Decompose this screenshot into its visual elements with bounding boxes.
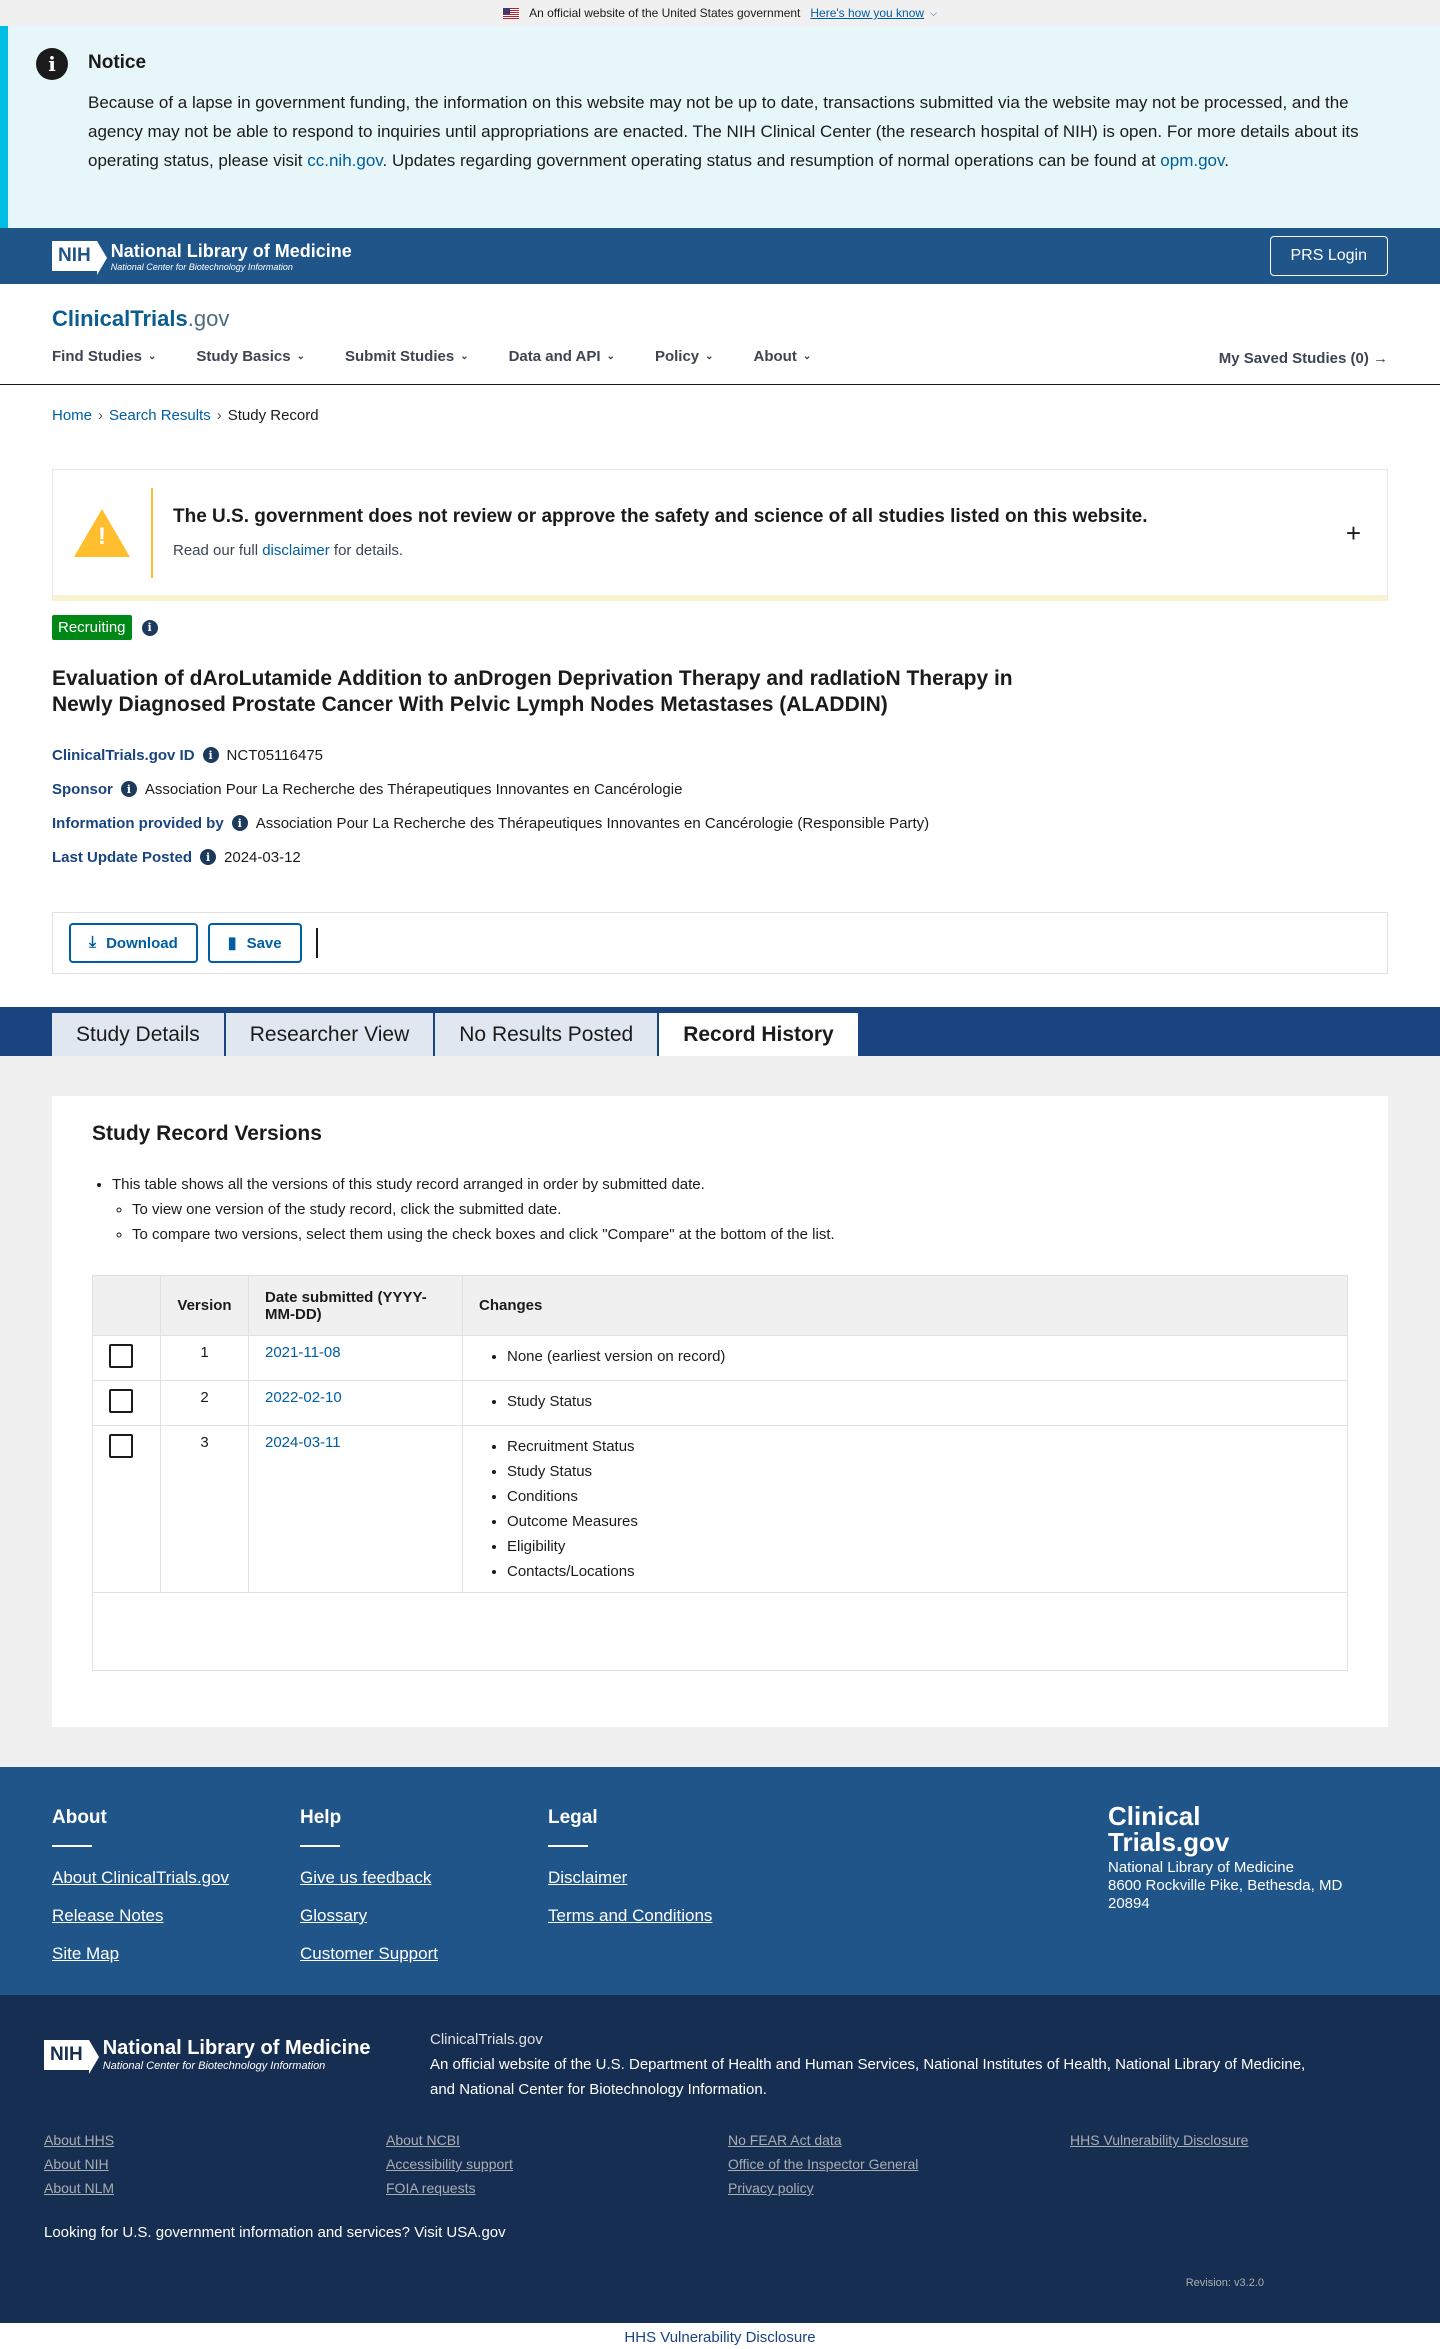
footer-link[interactable]: Disclaimer (548, 1868, 628, 1887)
hhs-vulnerability-bar (0, 2323, 1440, 2349)
footer-link[interactable]: HHS Vulnerability Disclosure (1070, 2132, 1249, 2148)
study-tabs (0, 1007, 1440, 1056)
version-date-link[interactable]: 2024-03-11 (265, 1434, 341, 1451)
notice-body: Because of a lapse in government funding, the information on this website may not be up to date, transactions submitted via the website may not be processed, and the agency may not be able to respond to inquiries until appropriations are enacted. The NIH Clinical Center (the research hospital of NIH) is open. For more details about its operating status, please visit cc.nih.gov. Updates regarding government operating status and resumption of normal operations can be found at opm.gov. (88, 93, 1359, 170)
last-update-row: Last Update Posted i 2024-03-12 (52, 848, 301, 866)
info-icon[interactable]: i (200, 849, 216, 865)
prs-login-button[interactable]: PRS Login (1270, 236, 1389, 276)
tab-record-history[interactable]: Record History (659, 1011, 858, 1056)
chevron-down-icon: ⌄ (802, 351, 812, 362)
save-button[interactable]: ▮ Save (208, 923, 302, 963)
bookmark-icon: ▮ (227, 935, 237, 952)
nih-link[interactable]: National Institutes of Health (923, 2056, 1107, 2073)
footer-link[interactable]: No FEAR Act data (728, 2132, 842, 2148)
nlm-footer-logo[interactable]: NIH National Library of Medicine National Center for Biotechnology Information (44, 2037, 430, 2072)
compare-checkbox[interactable] (109, 1344, 133, 1368)
breadcrumb-search-results[interactable]: Search Results (109, 407, 211, 424)
notice-title: Notice (88, 52, 147, 73)
record-history-section (0, 1056, 1440, 1767)
hhs-link[interactable]: U.S. Department of Health and Human Services (595, 2056, 915, 2073)
disclaimer-text: Read our full disclaimer for details. (173, 542, 404, 559)
study-id-row: ClinicalTrials.gov ID i NCT05116475 (52, 746, 323, 764)
nav-data-api[interactable]: Data and API ⌄ (508, 348, 615, 365)
how-you-know-link[interactable]: Here's how you know (810, 6, 925, 20)
hhs-vulnerability-link[interactable]: HHS Vulnerability Disclosure (624, 2329, 816, 2346)
info-icon[interactable]: i (203, 747, 219, 763)
usa-gov-line: Looking for U.S. government information and services? Visit USA.gov (44, 2224, 506, 2241)
nih-logo: NIH (52, 241, 97, 271)
table-footer-row (93, 1593, 1348, 1671)
compare-checkbox[interactable] (109, 1434, 133, 1458)
divider (316, 928, 318, 958)
table-row: 1 2021-11-08 • None (earliest version on record) (93, 1336, 1348, 1381)
info-icon: i (36, 48, 68, 80)
footer-description: ClinicalTrials.gov An official website of the U.S. Department of Health and Human Services, National Institutes of Health, National Library of Medicine, and National Center for Biotechnology Information. (430, 2031, 1306, 2098)
tab-no-results-posted[interactable]: No Results Posted (435, 1011, 657, 1056)
study-title: Evaluation of dAroLutamide Addition to anDrogen Deprivation Therapy and radIatioN Therapy in Newly Diagnosed Prostate Cancer With Pelvic Lymph Nodes Metastases (ALADDIN) (52, 667, 1013, 716)
study-id: NCT05116475 (226, 746, 323, 764)
chevron-down-icon: ⌄ (296, 351, 305, 362)
tab-researcher-view[interactable]: Researcher View (226, 1011, 434, 1056)
footer-link[interactable]: About NCBI (386, 2132, 460, 2148)
nav-find-studies[interactable]: Find Studies ⌄ (52, 348, 157, 365)
disclaimer-heading: The U.S. government does not review or approve the safety and science of all studies listed on this website. (173, 506, 1148, 527)
nlm-subtitle: National Center for Biotechnology Information (110, 261, 293, 272)
usa-gov-link[interactable]: Visit USA.gov (414, 2224, 506, 2241)
funding-notice (0, 26, 1440, 228)
footer-link[interactable]: About NIH (44, 2156, 109, 2172)
footer-help: Help Give us feedback Glossary Customer Support (300, 1807, 548, 1955)
ct-logo[interactable]: ClinicalTrials.gov (52, 306, 230, 331)
cc-nih-link[interactable]: cc.nih.gov (307, 151, 383, 170)
main-nav (52, 348, 1388, 365)
us-flag-icon (503, 8, 519, 19)
expand-plus-icon[interactable]: + (1345, 518, 1361, 548)
chevron-down-icon: ⌄ (606, 351, 615, 362)
header-changes: Changes (463, 1276, 1348, 1336)
chevron-right-icon: › (98, 407, 104, 424)
footer-link[interactable]: Give us feedback (300, 1868, 432, 1887)
footer-about: About About ClinicalTrials.gov Release Notes Site Map (52, 1807, 300, 1955)
footer-brand: Clinical Trials.gov National Library of Medicine 8600 Rockville Pike, Bethesda, MD 20894 (1108, 1801, 1343, 1912)
footer-link[interactable]: About ClinicalTrials.gov (52, 1868, 229, 1887)
record-versions-card (52, 1096, 1388, 1727)
agency-links (44, 2132, 1396, 2196)
nlm-link[interactable]: National Library of Medicine (1115, 2056, 1302, 2073)
revision-label: Revision: v3.2.0 (1185, 2277, 1264, 2289)
ct-footer-logo[interactable]: Clinical Trials.gov (1108, 1801, 1230, 1857)
warning-icon: ! (74, 509, 130, 557)
footer-link[interactable]: Office of the Inspector General (728, 2156, 919, 2172)
chevron-down-icon[interactable]: ⌵ (930, 7, 937, 18)
version-date-link[interactable]: 2021-11-08 (265, 1344, 341, 1361)
study-header (0, 601, 1440, 874)
footer-link[interactable]: Accessibility support (386, 2156, 513, 2172)
last-update-value: 2024-03-12 (224, 848, 301, 866)
nlm-title: National Library of Medicine (110, 240, 352, 261)
table-row: 2 2022-02-10 • Study Status (93, 1381, 1348, 1426)
history-instructions: • This table shows all the versions of this study record arranged in order by submitted date. ◦ To view one version of the study record, click the submitted date. ◦ To compare two versions, select them using the check boxes and click "Compare" at the bottom of the list. (92, 1172, 1348, 1247)
breadcrumb (0, 385, 1440, 469)
provided-by-row: Information provided by i Association Pour La Recherche des Thérapeutiques Innovantes en Cancérologie (Responsible Party) (52, 814, 930, 832)
chevron-down-icon: ⌄ (460, 351, 469, 362)
versions-table (92, 1275, 1348, 1671)
agency-footer (0, 1995, 1440, 2323)
ncbi-link[interactable]: National Center for Biotechnology Information (459, 2081, 763, 2098)
opm-link[interactable]: opm.gov (1160, 151, 1225, 170)
nav-policy[interactable]: Policy ⌄ (654, 348, 714, 365)
table-row: 3 2024-03-11 • Recruitment Status • Study Status • Conditions • Outcome Measures • Eligibility • Contacts/Locations (93, 1426, 1348, 1593)
study-actions (52, 912, 1388, 974)
chevron-down-icon: ⌄ (705, 351, 714, 362)
footer-link[interactable]: Customer Support (300, 1944, 438, 1963)
provided-by-value: Association Pour La Recherche des Thérapeutiques Innovantes en Cancérologie (Responsible Party) (255, 814, 930, 832)
nlm-logo[interactable] (52, 241, 352, 272)
sponsor-row: Sponsor i Association Pour La Recherche des Thérapeutiques Innovantes en Cancérologie (52, 780, 683, 798)
section-title: Study Record Versions (92, 1122, 322, 1145)
download-button[interactable]: ⤓ Download (69, 923, 198, 963)
chevron-down-icon: ⌄ (148, 351, 157, 362)
nlm-bar (0, 228, 1440, 284)
footer-link[interactable]: Release Notes (52, 1906, 164, 1925)
saved-studies-link[interactable]: My Saved Studies (0) → (1218, 350, 1388, 367)
breadcrumb-home[interactable]: Home (52, 407, 93, 424)
footer-link[interactable]: Privacy policy (728, 2180, 814, 2196)
version-date-link[interactable]: 2022-02-10 (265, 1389, 342, 1406)
footer-link[interactable]: Site Map (52, 1944, 120, 1963)
disclaimer-alert (52, 469, 1388, 601)
header-date: Date submitted (YYYY-MM-DD) (249, 1276, 463, 1336)
breadcrumb-current: Study Record (227, 407, 319, 424)
info-icon[interactable]: i (142, 620, 158, 636)
disclaimer-link[interactable]: disclaimer (262, 542, 330, 559)
chevron-right-icon: › (216, 407, 222, 424)
footer-link[interactable]: About NLM (44, 2180, 115, 2196)
download-icon: ⤓ (89, 934, 97, 951)
footer-link[interactable]: FOIA requests (386, 2180, 476, 2196)
info-icon[interactable]: i (121, 781, 137, 797)
site-footer (0, 1767, 1440, 1995)
nav-study-basics[interactable]: Study Basics ⌄ (196, 348, 305, 365)
tab-study-details[interactable]: Study Details (52, 1011, 224, 1056)
gov-banner (0, 0, 1440, 26)
header-version: Version (161, 1276, 249, 1336)
footer-link[interactable]: Glossary (300, 1906, 368, 1925)
info-icon[interactable]: i (232, 815, 248, 831)
arrow-right-icon: → (1373, 350, 1388, 367)
header-select (93, 1276, 161, 1336)
compare-checkbox[interactable] (109, 1389, 133, 1413)
footer-link[interactable]: Terms and Conditions (548, 1906, 713, 1925)
gov-banner-text: An official website of the United States government (529, 6, 801, 20)
site-header (0, 284, 1440, 385)
footer-link[interactable]: About HHS (44, 2132, 115, 2148)
sponsor-value: Association Pour La Recherche des Thérapeutiques Innovantes en Cancérologie (144, 780, 683, 798)
status-badge: Recruiting (52, 615, 132, 640)
nav-about[interactable]: About ⌄ (753, 348, 812, 365)
nav-submit-studies[interactable]: Submit Studies ⌄ (345, 348, 469, 365)
footer-legal: Legal Disclaimer Terms and Conditions (548, 1807, 796, 1955)
